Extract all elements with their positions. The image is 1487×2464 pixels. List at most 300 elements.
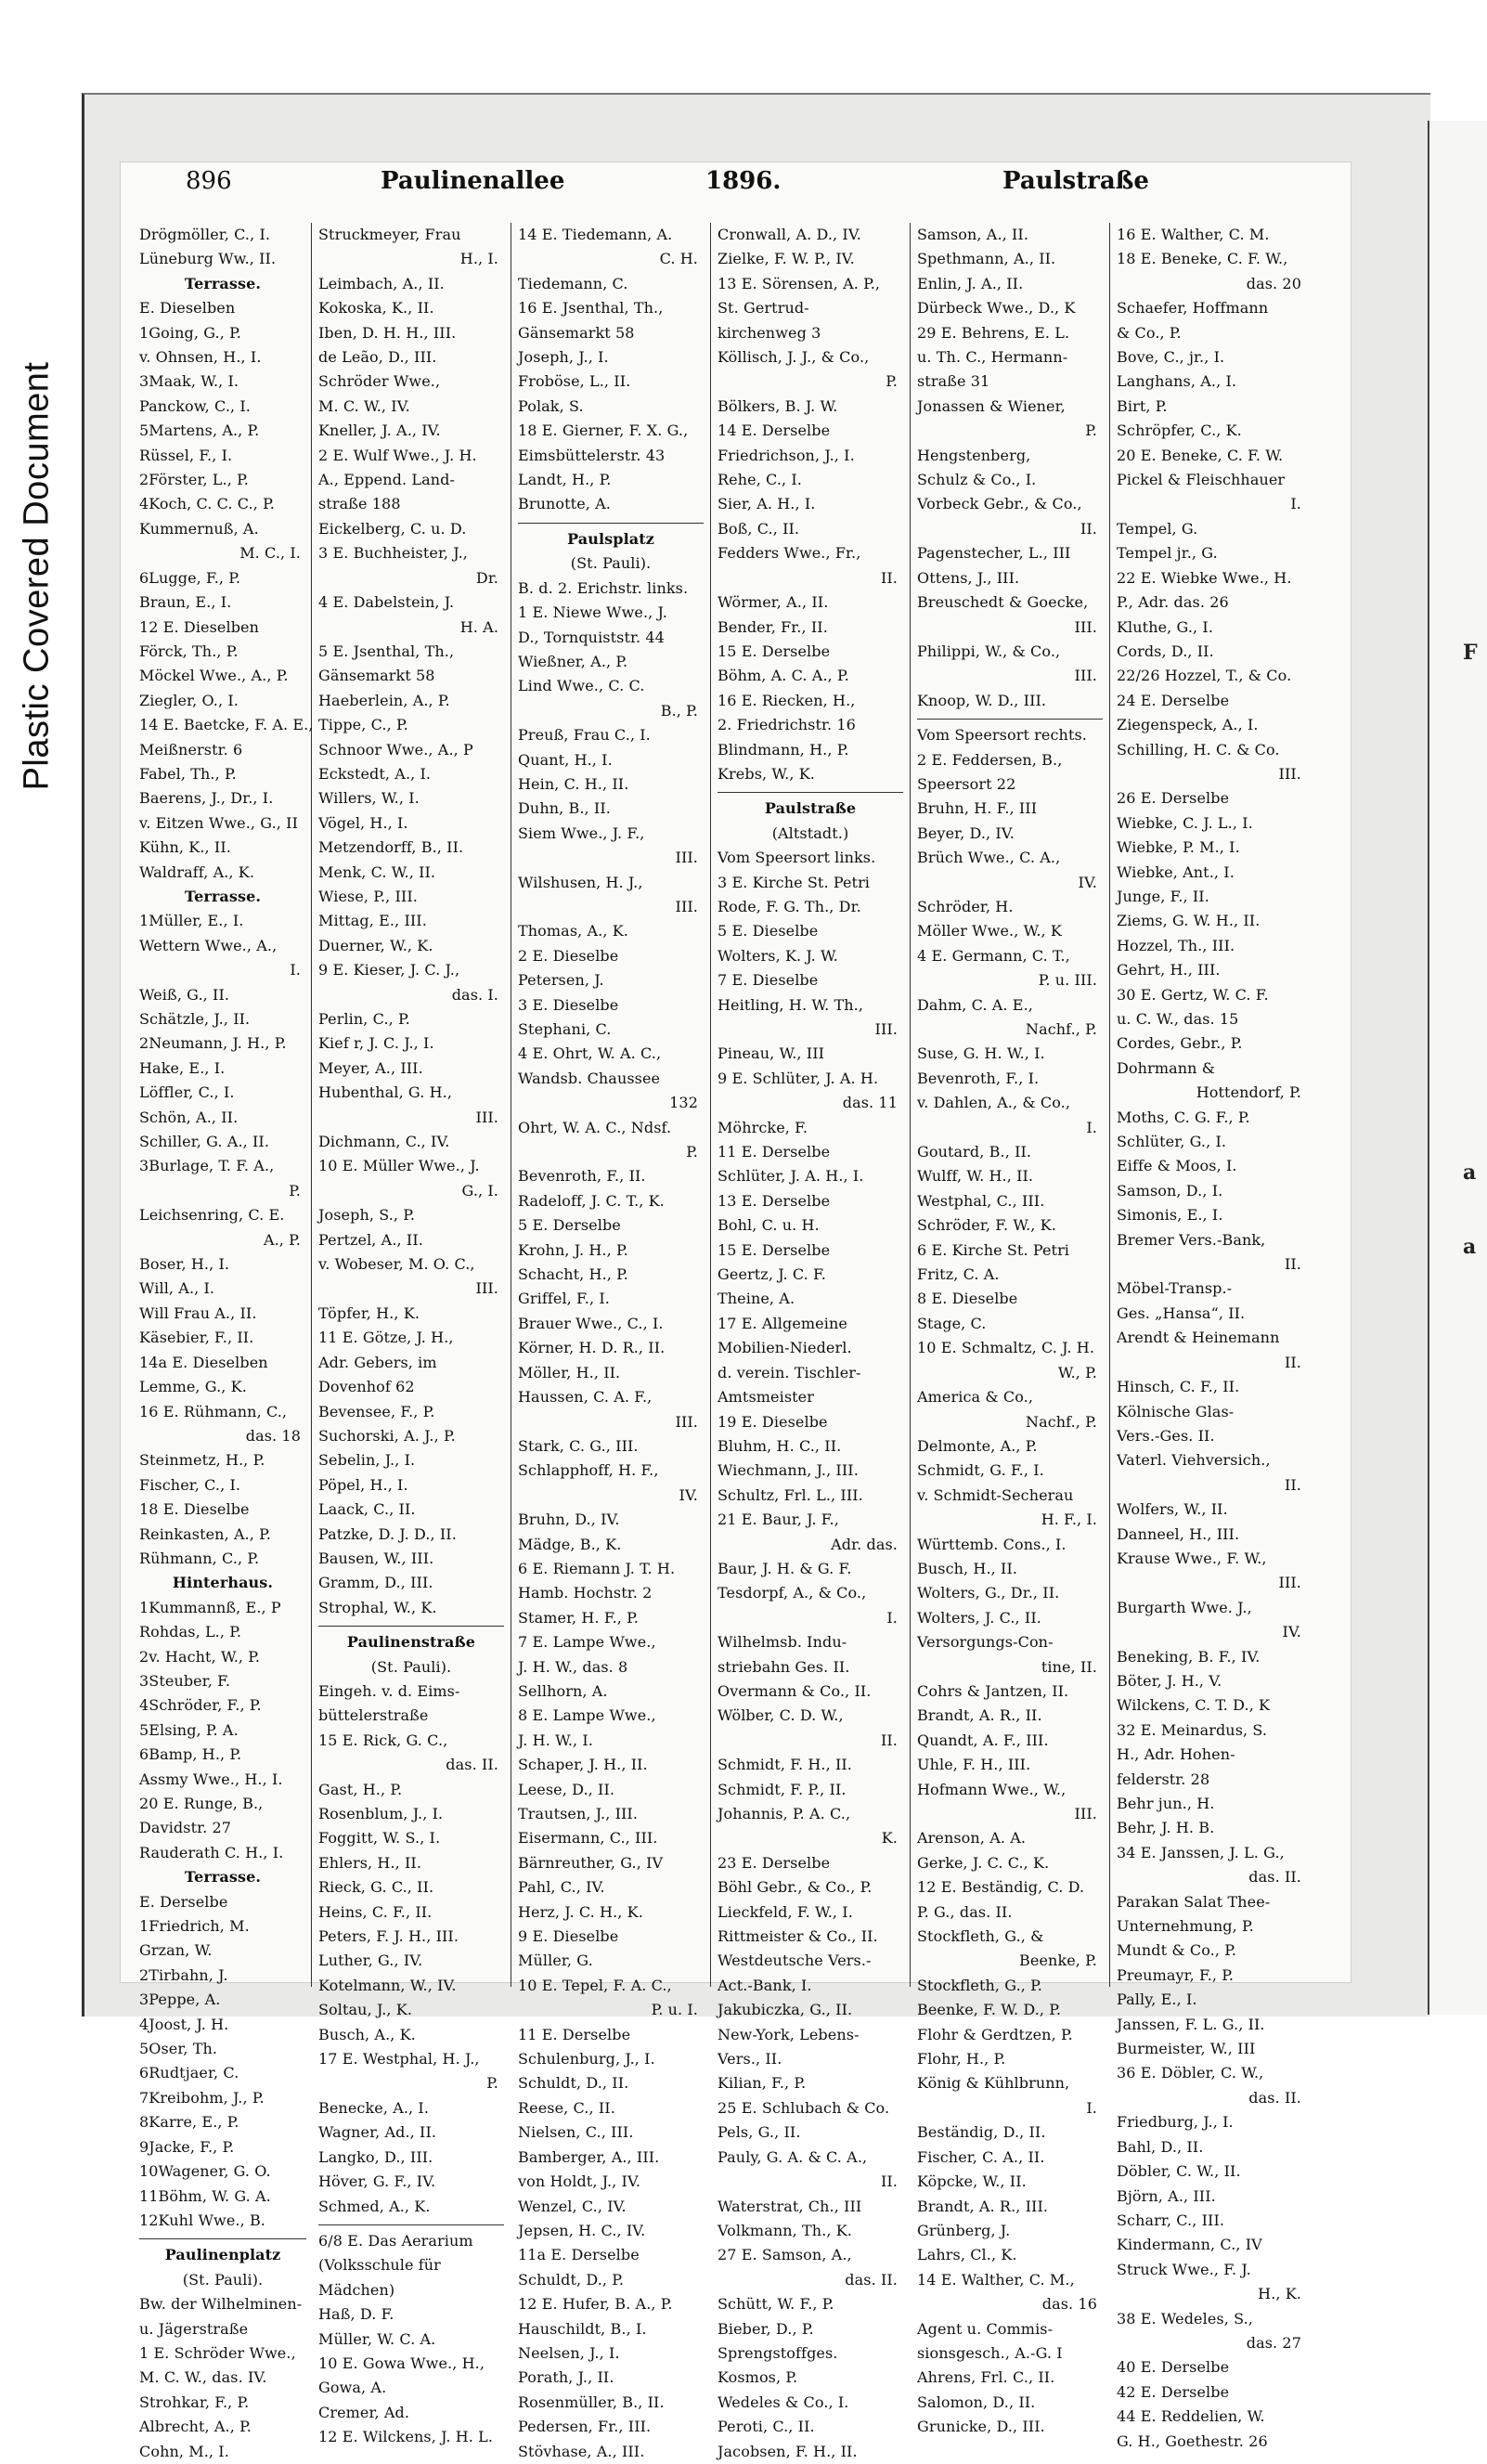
section-divider <box>718 792 903 793</box>
directory-entry: M. C. W., IV. <box>318 396 410 415</box>
directory-entry: 36 E. Döbler, C. W., <box>1117 2064 1264 2082</box>
directory-entry: 20 E. Runge, B., <box>139 1795 264 1812</box>
directory-entry: Dichmann, C., IV. <box>318 1133 450 1151</box>
directory-entry: Böter, J. H., V. <box>1117 1671 1222 1690</box>
directory-entry: Bender, Fr., II. <box>718 617 828 636</box>
directory-entry: Stephani, C. <box>518 1020 612 1038</box>
directory-entry: Burmeister, W., III <box>1117 2040 1256 2058</box>
directory-entry: Wölber, C. D. W., <box>718 1706 844 1725</box>
directory-entry: Bruhn, D., IV. <box>518 1511 620 1529</box>
directory-entry: P. u. III. <box>1038 971 1097 990</box>
directory-entry: 14 E. Walther, C. M., <box>917 2270 1075 2289</box>
directory-entry: Steinmetz, H., P. <box>139 1451 265 1470</box>
directory-entry: Möller Wwe., W., K <box>917 922 1062 940</box>
directory-entry: 11a E. Derselbe <box>518 2246 640 2264</box>
directory-entry: Schmidt, F. H., II. <box>718 1756 852 1774</box>
directory-entry: Mädchen) <box>318 2280 395 2299</box>
directory-entry: 9Jacke, F., P. <box>139 2137 235 2156</box>
directory-entry: Thomas, A., K. <box>518 922 628 940</box>
directory-entry: M. C. W., das. IV. <box>139 2368 267 2387</box>
directory-entry: Lahrs, Cl., K. <box>917 2246 1017 2264</box>
directory-entry: 17 E. Westphal, H. J., <box>318 2050 480 2068</box>
directory-entry: Langko, D., III. <box>318 2147 433 2166</box>
directory-entry: Act.-Bank, I. <box>718 1976 812 1994</box>
directory-entry: Löffler, C., I. <box>139 1083 235 1102</box>
directory-entry: Lieckfeld, F. W., I. <box>718 1902 853 1921</box>
street-heading: Terrasse. <box>184 274 262 292</box>
directory-entry: 10 E. Tepel, F. A. C., <box>518 1976 672 1994</box>
directory-entry: Suse, G. H. W., I. <box>917 1044 1045 1063</box>
directory-entry: Sier, A. H., I. <box>718 495 816 513</box>
directory-entry: J. H. W., I. <box>518 1731 593 1749</box>
directory-entry: 2. Friedrichstr. 16 <box>718 716 856 734</box>
directory-entry: Drögmöller, C., I. <box>139 226 271 243</box>
directory-entry: Peters, F. J. H., III. <box>318 1927 459 1946</box>
directory-entry: striebahn Ges. II. <box>718 1657 850 1676</box>
directory-entry: das. 11 <box>842 1094 898 1112</box>
directory-entry: Jacobsen, F. H., II. <box>718 2442 858 2460</box>
directory-entry: Pally, E., I. <box>1117 1991 1197 2009</box>
directory-entry: Schmed, A., K. <box>318 2197 431 2215</box>
directory-entry: Benecke, A., I. <box>318 2098 430 2117</box>
directory-entry: Meißnerstr. 6 <box>139 740 243 759</box>
directory-entry: 20 E. Beneke, C. F. W. <box>1117 446 1284 464</box>
directory-entry: 44 E. Reddelien, W. <box>1117 2407 1265 2426</box>
directory-entry: Trautsen, J., III. <box>518 1805 639 1822</box>
directory-entry: Schröder Wwe., <box>318 372 441 391</box>
directory-entry: Käsebier, F., II. <box>139 1329 254 1347</box>
directory-entry: 25 E. Schlubach & Co. <box>718 2098 890 2117</box>
directory-entry: Reinkasten, A., P. <box>139 1524 271 1543</box>
directory-entry: Will, A., I. <box>139 1279 215 1298</box>
directory-entry: Peroti, C., II. <box>718 2418 815 2436</box>
directory-entry: 10Wagener, G. O. <box>139 2162 271 2181</box>
directory-entry: Herz, J. C. H., K. <box>518 1902 643 1921</box>
page-content <box>130 93 1420 2460</box>
directory-entry: Ges. „Hansa“, II. <box>1117 1303 1246 1322</box>
directory-entry: Suchorski, A. J., P. <box>318 1426 456 1445</box>
directory-entry: Cordes, Gebr., P. <box>1117 1034 1243 1053</box>
directory-entry: Quandt, A. F., III. <box>917 1731 1049 1749</box>
directory-entry: Schulenburg, J., I. <box>518 2050 655 2068</box>
directory-entry: Hein, C. H., II. <box>518 774 629 793</box>
directory-entry: I. <box>290 961 301 979</box>
directory-entry: Strohkar, F., P. <box>139 2393 250 2411</box>
directory-entry: Metzendorff, B., II. <box>318 838 464 857</box>
directory-entry: Pöpel, H., I. <box>318 1475 408 1494</box>
section-divider <box>518 523 704 524</box>
directory-entry: Müller, W. C. A. <box>318 2329 436 2348</box>
directory-entry: Haussen, C. A. F., <box>518 1388 653 1407</box>
directory-entry: Wiechmann, J., III. <box>718 1461 859 1480</box>
directory-entry: Ohrt, W. A. C., Ndsf. <box>518 1118 672 1136</box>
directory-entry: Brunotte, A. <box>518 495 611 513</box>
directory-entry: Tesdorpf, A., & Co., <box>718 1584 867 1602</box>
directory-entry: Kummernuß, A. <box>139 519 259 538</box>
directory-entry: Stage, C. <box>917 1314 987 1332</box>
directory-entry: Bevenroth, F., II. <box>518 1167 646 1186</box>
directory-entry: Höver, G. F., IV. <box>318 2172 436 2191</box>
side-label <box>0 306 74 845</box>
directory-entry: Mittag, E., III. <box>318 912 427 930</box>
directory-entry: Mundt & Co., P. <box>1117 1941 1237 1960</box>
directory-entry: Wolfers, W., II. <box>1117 1500 1228 1519</box>
directory-entry: Goutard, B., II. <box>917 1143 1032 1161</box>
directory-entry: Joseph, J., I. <box>518 348 609 367</box>
directory-entry: Cohn, M., I. <box>139 2442 229 2460</box>
directory-entry: Agent u. Commis- <box>917 2319 1054 2338</box>
directory-entry: P. G., das. II. <box>917 1902 1013 1921</box>
directory-entry: Waterstrat, Ch., III <box>718 2197 862 2215</box>
directory-entry: E. Dieselben <box>139 299 236 318</box>
directory-entry: 19 E. Dieselbe <box>718 1412 828 1431</box>
column-6 <box>1117 223 1307 2450</box>
edge-mark: F <box>1463 641 1478 665</box>
directory-entry: 3 E. Dieselbe <box>518 995 619 1014</box>
directory-entry: Brandt, A. R., III. <box>917 2197 1049 2215</box>
directory-entry: Weiß, G., II. <box>139 985 230 1004</box>
directory-entry: Danneel, H., III. <box>1117 1524 1240 1543</box>
directory-entry: Wettern Wwe., A., <box>139 936 278 954</box>
directory-entry: Tempel, G. <box>1117 519 1198 538</box>
directory-entry: 4 E. Dabelstein, J. <box>318 593 455 612</box>
next-page-edge <box>1428 121 1487 2015</box>
directory-entry: (St. Pauli). <box>182 2270 264 2289</box>
directory-entry: H. A. <box>459 617 498 636</box>
street-heading: Terrasse. <box>184 1868 262 1887</box>
directory-entry: Amtsmeister <box>718 1388 814 1407</box>
directory-entry: Parakan Salat Thee- <box>1117 1892 1271 1911</box>
directory-entry: Böhl Gebr., & Co., P. <box>718 1878 873 1897</box>
directory-entry: 11 E. Derselbe <box>518 2025 631 2043</box>
directory-entry: Grzan, W. <box>139 1941 213 1960</box>
directory-entry: Schröpfer, C., K. <box>1117 421 1242 440</box>
directory-entry: 9 E. Dieselbe <box>518 1927 619 1946</box>
directory-entry: 1Friedrich, M. <box>139 1917 250 1936</box>
directory-entry: Schuldt, D., II. <box>518 2074 629 2093</box>
directory-entry: M. C., I. <box>239 544 301 563</box>
directory-entry: Möckel Wwe., A., P. <box>139 667 289 685</box>
directory-entry: Stövhase, A., III. <box>518 2442 645 2460</box>
directory-entry: E. Derselbe <box>139 1892 228 1911</box>
directory-entry: Rauderath C. H., I. <box>139 1843 284 1861</box>
directory-entry: Töpfer, H., K. <box>318 1303 420 1322</box>
directory-entry: 3Peppe, A. <box>139 1991 221 2009</box>
directory-entry: 4Joost, J. H. <box>139 2015 229 2033</box>
directory-entry: Landt, H., P. <box>518 471 612 489</box>
page-header <box>186 167 1383 208</box>
directory-entry: straße 31 <box>917 372 990 391</box>
directory-entry: Gehrt, H., III. <box>1117 961 1221 979</box>
directory-entry: Eckstedt, A., I. <box>318 764 432 783</box>
directory-entry: Struck Wwe., F. J. <box>1117 2260 1251 2278</box>
directory-entry: Bove, C., jr., I. <box>1117 348 1225 367</box>
directory-entry: 15 E. Derselbe <box>718 1240 831 1259</box>
directory-entry: 1Müller, E., I. <box>139 912 244 930</box>
directory-entry: 14 E. Tiedemann, A. <box>518 226 673 243</box>
directory-entry: II. <box>880 2172 898 2191</box>
directory-entry: Hinsch, C. F., II. <box>1117 1378 1240 1396</box>
directory-entry: Foggitt, W. S., I. <box>318 1829 441 1848</box>
street-heading: Terrasse. <box>184 887 262 905</box>
directory-entry: 5 E. Jsenthal, Th., <box>318 642 455 660</box>
directory-entry: 11Böhm, W. G. A. <box>139 2186 271 2205</box>
column-4 <box>718 223 903 2460</box>
directory-entry: 27 E. Samson, A., <box>718 2246 852 2264</box>
directory-entry: 12 E. Wilckens, J. H. L. <box>318 2428 494 2446</box>
directory-entry: Ottens, J., III. <box>917 568 1020 587</box>
directory-entry: Bamberger, A., III. <box>518 2147 660 2166</box>
directory-entry: de Leão, D., III. <box>318 348 437 367</box>
directory-entry: Will Frau A., II. <box>139 1303 257 1322</box>
directory-entry: 3Steuber, F. <box>139 1671 231 1690</box>
directory-entry: Blindmann, H., P. <box>718 740 849 759</box>
street-heading: Paulsplatz <box>567 529 654 548</box>
section-divider <box>139 2238 306 2239</box>
directory-entry: das. 16 <box>1041 2295 1097 2314</box>
directory-entry: III. <box>675 1412 698 1431</box>
directory-entry: Schaper, J. H., II. <box>518 1756 648 1774</box>
right-street-title: Paulstraße <box>1002 167 1149 195</box>
directory-entry: Schulz & Co., I. <box>917 471 1037 489</box>
directory-entry: Krause Wwe., F. W., <box>1117 1549 1267 1567</box>
directory-entry: Nachf., P. <box>1025 1020 1097 1038</box>
directory-entry: das. II. <box>1248 2088 1301 2107</box>
directory-entry: 7Kreibohm, J., P. <box>139 2088 265 2107</box>
directory-entry: Wandsb. Chaussee <box>518 1069 661 1087</box>
directory-entry: Assmy Wwe., H., I. <box>139 1770 283 1788</box>
directory-entry: III. <box>874 1020 898 1038</box>
directory-entry: 6/8 E. Das Aerarium <box>318 2231 473 2250</box>
directory-entry: Bärnreuther, G., IV <box>518 1853 664 1872</box>
directory-entry: I. <box>1086 2098 1097 2117</box>
directory-entry: Pagenstecher, L., III <box>917 544 1071 563</box>
directory-entry: 3 E. Buchheister, J., <box>318 544 468 563</box>
directory-entry: u. C. W., das. 15 <box>1117 1010 1239 1028</box>
directory-entry: 11 E. Götze, J. H., <box>318 1329 454 1347</box>
directory-entry: Kotelmann, W., IV. <box>318 1976 457 1994</box>
directory-entry: Ziegenspeck, A., I. <box>1117 716 1259 734</box>
directory-entry: Struckmeyer, Frau <box>318 226 461 243</box>
directory-entry: Kokoska, K., II. <box>318 299 434 318</box>
directory-entry: P. u. I. <box>651 2001 698 2019</box>
directory-entry: straße 188 <box>318 495 401 513</box>
directory-entry: Waldraff, A., K. <box>139 862 255 881</box>
directory-entry: III. <box>475 1279 498 1298</box>
directory-entry: 4Schröder, F., P. <box>139 1696 262 1715</box>
directory-entry: Nachf., P. <box>1025 1412 1097 1431</box>
column-divider <box>1109 223 1110 1987</box>
directory-entry: Moths, C. G. F., P. <box>1117 1108 1250 1126</box>
directory-entry: Brüch Wwe., C. A., <box>917 849 1061 867</box>
directory-entry: Eiffe & Moos, I. <box>1117 1157 1237 1175</box>
directory-entry: Vaterl. Viehversich., <box>1117 1451 1271 1470</box>
page-number: 896 <box>186 167 232 195</box>
directory-entry: Gramm, D., III. <box>318 1574 433 1592</box>
directory-entry: Enlin, J. A., II. <box>917 274 1024 292</box>
directory-entry: 8 E. Lampe Wwe., <box>518 1706 656 1725</box>
directory-entry: Förck, Th., P. <box>139 642 239 660</box>
directory-entry: Müller, G. <box>518 1952 593 1970</box>
directory-entry: Krohn, J. H., P. <box>518 1240 628 1259</box>
directory-entry: Bölkers, B. J. W. <box>718 396 838 415</box>
directory-entry: Rüssel, F., I. <box>139 446 233 464</box>
year: 1896. <box>705 167 782 195</box>
directory-entry: IV. <box>1078 873 1097 891</box>
directory-entry: Schiller, G. A., II. <box>139 1133 270 1151</box>
directory-entry: Stockfleth, G., & <box>917 1927 1044 1946</box>
directory-entry: Delmonte, A., P. <box>917 1436 1038 1455</box>
directory-entry: 10 E. Müller Wwe., J. <box>318 1157 480 1175</box>
directory-entry: H., Adr. Hohen- <box>1117 1745 1235 1764</box>
directory-entry: 10 E. Gowa Wwe., H., <box>318 2354 485 2372</box>
directory-entry: Schlüter, J. A. H., I. <box>718 1167 864 1186</box>
directory-entry: 15 E. Rick, G. C., <box>318 1731 448 1749</box>
directory-entry: Wiebke, P. M., I. <box>1117 838 1240 857</box>
directory-entry: 6Bamp, H., P. <box>139 1745 242 1764</box>
directory-entry: 1Kummannß, E., P <box>139 1598 281 1616</box>
directory-entry: Gerke, J. C. C., K. <box>917 1853 1050 1872</box>
directory-entry: Pedersen, Fr., III. <box>518 2418 652 2436</box>
directory-entry: Knoop, W. D., III. <box>917 691 1047 709</box>
directory-entry: Rosenblum, J., I. <box>318 1805 444 1822</box>
directory-entry: Bruhn, H. F., III <box>917 799 1038 818</box>
directory-entry: P. <box>486 2074 498 2093</box>
directory-entry: Busch, H., II. <box>917 1559 1018 1577</box>
directory-entry: 5 E. Dieselbe <box>718 922 819 940</box>
directory-entry: Johannis, P. A. C., <box>718 1805 851 1822</box>
directory-entry: H. F., I. <box>1041 1511 1097 1529</box>
directory-entry: Adr. Gebers, im <box>318 1353 437 1371</box>
directory-entry: Hamb. Hochstr. 2 <box>518 1584 653 1602</box>
directory-entry: Ziegler, O., I. <box>139 691 239 709</box>
directory-entry: Samson, A., II. <box>917 226 1029 243</box>
directory-entry: A., Eppend. Land- <box>318 471 455 489</box>
directory-entry: III. <box>675 849 698 867</box>
directory-entry: Bieber, D., P. <box>718 2319 814 2338</box>
directory-entry: 13 E. Sörensen, A. P., <box>718 274 881 292</box>
directory-entry: Sellhorn, A. <box>518 1681 608 1700</box>
directory-entry: Beständig, D., II. <box>917 2123 1046 2142</box>
directory-entry: Uhle, F. H., III. <box>917 1756 1031 1774</box>
directory-entry: Samson, D., I. <box>1117 1181 1223 1200</box>
directory-entry: Nielsen, C., III. <box>518 2123 634 2142</box>
directory-entry: Körner, H. D. R., II. <box>518 1339 666 1357</box>
directory-entry: Westdeutsche Vers.- <box>718 1952 872 1970</box>
directory-entry: Adr. das. <box>831 1535 898 1553</box>
directory-entry: tine, II. <box>1041 1657 1097 1676</box>
directory-entry: Strophal, W., K. <box>318 1598 437 1616</box>
directory-entry: Perlin, C., P. <box>318 1010 410 1028</box>
directory-entry: Gänsemarkt 58 <box>518 323 635 342</box>
directory-entry: Beneking, B. F., IV. <box>1117 1647 1261 1666</box>
directory-entry: II. <box>880 568 898 587</box>
directory-entry: Ahrens, Frl. C., II. <box>917 2368 1055 2387</box>
directory-entry: Eingeh. v. d. Eims- <box>318 1681 460 1700</box>
directory-entry: (St. Pauli). <box>570 554 652 573</box>
directory-entry: Duhn, B., II. <box>518 799 611 818</box>
directory-entry: 14 E. Derselbe <box>718 421 831 440</box>
street-heading: Paulinenstraße <box>346 1633 476 1652</box>
side-label-text: Plastic Covered Document <box>17 361 57 790</box>
directory-entry: Fedders Wwe., Fr., <box>718 544 861 563</box>
directory-entry: Brandt, A. R., II. <box>917 1706 1042 1725</box>
directory-entry: Meyer, A., III. <box>318 1058 423 1077</box>
directory-entry: Haeberlein, A., P. <box>318 691 450 709</box>
edge-mark: a <box>1463 1161 1477 1185</box>
directory-entry: Wilckens, C. T. D., K <box>1117 1696 1271 1715</box>
directory-entry: das. II. <box>845 2270 898 2289</box>
directory-entry: Grünberg, J. <box>917 2221 1011 2239</box>
directory-entry: Dohrmann & <box>1117 1058 1216 1077</box>
directory-entry: P. <box>1085 421 1097 440</box>
column-divider <box>311 223 312 1987</box>
directory-entry: Polak, S. <box>518 396 584 415</box>
directory-entry: 12 E. Dieselben <box>139 617 260 636</box>
directory-entry: 16 E. Riecken, H., <box>718 691 856 709</box>
directory-entry: C. H. <box>659 250 698 268</box>
column-3 <box>518 223 704 2460</box>
directory-entry: Kühn, K., II. <box>139 838 231 857</box>
directory-entry: Lemme, G., K. <box>139 1378 247 1396</box>
directory-entry: Westphal, C., III. <box>917 1191 1045 1210</box>
directory-entry: 10 E. Schmaltz, C. J. H. <box>917 1339 1095 1357</box>
directory-entry: 18 E. Dieselbe <box>139 1500 250 1519</box>
directory-entry: Tempel jr., G. <box>1117 544 1218 563</box>
directory-entry: Mädge, B., K. <box>518 1535 622 1553</box>
directory-entry: Iben, D. H. H., III. <box>318 323 457 342</box>
directory-entry: Eisermann, C., III. <box>518 1829 658 1848</box>
directory-entry: büttelerstraße <box>318 1706 429 1725</box>
directory-entry: Köpcke, W., II. <box>917 2172 1027 2191</box>
directory-entry: Rehe, C., I. <box>718 471 802 489</box>
directory-entry: 15 E. Derselbe <box>718 642 831 660</box>
directory-entry: Vers.-Ges. II. <box>1117 1426 1215 1445</box>
directory-entry: Salomon, D., II. <box>917 2393 1036 2411</box>
directory-entry: v. Schmidt-Secherau <box>917 1485 1074 1504</box>
directory-entry: Davidstr. 27 <box>139 1819 232 1837</box>
directory-entry: Rieck, G. C., II. <box>318 1878 434 1897</box>
directory-entry: 13 E. Derselbe <box>718 1191 831 1210</box>
directory-entry: III. <box>1074 1805 1097 1822</box>
directory-entry: v. Ohnsen, H., I. <box>139 348 262 367</box>
directory-entry: Kneller, J. A., IV. <box>318 421 441 440</box>
directory-entry: P. <box>686 1143 698 1161</box>
directory-entry: Philippi, W., & Co., <box>917 642 1061 660</box>
directory-entry: 30 E. Gertz, W. C. F. <box>1117 985 1269 1004</box>
directory-entry: Boser, H., I. <box>139 1255 230 1274</box>
directory-entry: 16 E. Walther, C. M. <box>1117 226 1270 243</box>
directory-entry: Gänsemarkt 58 <box>318 667 435 685</box>
directory-entry: Dahm, C. A. E., <box>917 995 1033 1014</box>
directory-entry: Petersen, J. <box>518 971 604 990</box>
directory-entry: Ehlers, H., II. <box>318 1853 422 1872</box>
directory-entry: Rühmann, C., P. <box>139 1549 260 1567</box>
directory-entry: Flohr & Gerdtzen, P. <box>917 2025 1073 2043</box>
directory-entry: Luther, G., IV. <box>318 1952 423 1970</box>
directory-entry: Heins, C. F., II. <box>318 1902 433 1921</box>
directory-entry: Wießner, A., P. <box>518 652 628 670</box>
directory-entry: Pahl, C., IV. <box>518 1878 605 1897</box>
directory-entry: 16 E. Rühmann, C., <box>139 1402 288 1420</box>
directory-entry: Radeloff, J. C. T., K. <box>518 1191 665 1210</box>
directory-entry: 5Martens, A., P. <box>139 421 260 440</box>
directory-entry: III. <box>675 897 698 915</box>
directory-entry: Jonassen & Wiener, <box>917 396 1066 415</box>
directory-entry: 132 <box>669 1094 698 1112</box>
directory-entry: 40 E. Derselbe <box>1117 2358 1230 2377</box>
directory-entry: K. <box>881 1829 898 1848</box>
